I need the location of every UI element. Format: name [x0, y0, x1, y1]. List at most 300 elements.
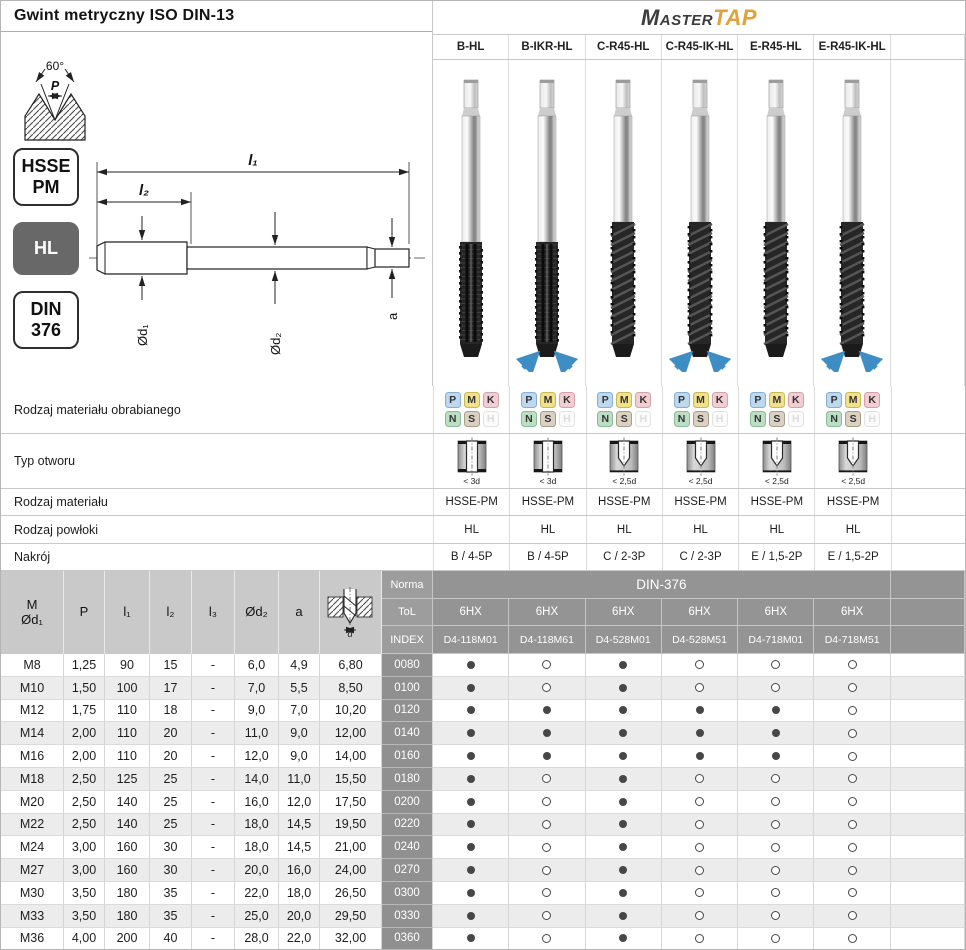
value-cell: 15,50	[320, 768, 382, 791]
available-dot-icon	[696, 706, 704, 714]
index-code-cell: 0330	[382, 905, 433, 928]
availability-cell	[509, 745, 585, 768]
tol-value: 6HX	[509, 599, 585, 626]
material-badge-S: S	[464, 411, 480, 427]
index-value: D4-528M01	[586, 626, 662, 654]
material-badge-M: M	[616, 392, 632, 408]
value-cell: 20,0	[235, 859, 279, 882]
available-dot-icon	[467, 706, 475, 714]
availability-cell	[662, 928, 738, 950]
coating-cell: HL	[509, 516, 585, 543]
product-photo-cell	[509, 60, 585, 386]
material-badge-S: S	[769, 411, 785, 427]
product-photo-cell	[433, 60, 509, 386]
value-cell: 20	[150, 745, 192, 768]
value-cell: -	[192, 745, 235, 768]
unavailable-ring-icon	[771, 683, 780, 692]
chamfer-cell: C / 2-3P	[586, 544, 662, 570]
value-cell: -	[192, 722, 235, 745]
value-cell: 25	[150, 791, 192, 814]
row-empty-cell	[891, 882, 965, 905]
product-column-header: B-IKR-HL	[509, 35, 585, 59]
availability-cell	[814, 859, 890, 882]
value-cell: 9,0	[279, 745, 320, 768]
available-dot-icon	[619, 661, 627, 669]
tap-photo-straight-coolant	[514, 70, 580, 372]
size-cell: M22	[1, 814, 64, 837]
value-cell: -	[192, 928, 235, 950]
available-dot-icon	[543, 752, 551, 760]
value-cell: 24,00	[320, 859, 382, 882]
hole-type	[530, 437, 566, 486]
availability-cell	[814, 905, 890, 928]
value-cell: 160	[105, 859, 150, 882]
machined-material-cell	[814, 386, 890, 433]
logo-row	[433, 1, 965, 34]
availability-cell	[662, 905, 738, 928]
value-cell: 1,75	[64, 700, 105, 723]
spec-label-material: Rodzaj materiału	[14, 495, 108, 509]
value-cell: -	[192, 768, 235, 791]
value-cell: 25	[150, 814, 192, 837]
available-dot-icon	[543, 729, 551, 737]
availability-cell	[814, 768, 890, 791]
unavailable-ring-icon	[695, 660, 704, 669]
available-dot-icon	[619, 934, 627, 942]
availability-cell	[509, 722, 585, 745]
availability-cell	[662, 654, 738, 677]
row-empty-cell	[891, 700, 965, 723]
availability-cell	[738, 745, 814, 768]
value-cell: 26,50	[320, 882, 382, 905]
availability-cell	[814, 700, 890, 723]
machined-material-cell	[509, 386, 585, 433]
coating-cell: HL	[662, 516, 738, 543]
spec-row-machined-material	[1, 386, 965, 434]
unavailable-ring-icon	[542, 820, 551, 829]
availability-cell	[662, 700, 738, 723]
material-badge-H-inactive: H	[864, 411, 880, 427]
product-photo-cell	[814, 60, 890, 386]
col-header-4: l₃	[192, 571, 235, 654]
row-empty-cell	[891, 654, 965, 677]
value-cell: -	[192, 700, 235, 723]
index-code-cell: 0160	[382, 745, 433, 768]
machined-material-cell	[662, 386, 738, 433]
col-header-6: a	[279, 571, 320, 654]
value-cell: 12,0	[279, 791, 320, 814]
tol-value: 6HX	[433, 599, 509, 626]
tap-photo-spiral-coolant	[667, 70, 733, 372]
index-code-cell: 0200	[382, 791, 433, 814]
material-badge-N: N	[521, 411, 537, 427]
material-badge-P: P	[674, 392, 690, 408]
table-row	[1, 882, 965, 905]
table-row	[1, 859, 965, 882]
tap-photo-spiral	[590, 70, 656, 372]
value-cell: 3,50	[64, 905, 105, 928]
hole-type	[683, 437, 719, 486]
unavailable-ring-icon	[695, 888, 704, 897]
chamfer-cell: B / 4-5P	[433, 544, 509, 570]
available-dot-icon	[696, 729, 704, 737]
hole-type-icon-blind	[835, 437, 871, 476]
material-cell: HSSE-PM	[509, 489, 585, 515]
value-cell: 7,0	[279, 700, 320, 723]
available-dot-icon	[467, 912, 475, 920]
availability-cell	[662, 745, 738, 768]
spec-row-material	[1, 489, 965, 516]
index-value: D4-718M51	[814, 626, 890, 654]
value-cell: 90	[105, 654, 150, 677]
unavailable-ring-icon	[542, 797, 551, 806]
availability-cell	[586, 859, 662, 882]
availability-cell	[433, 768, 509, 791]
availability-cell	[738, 814, 814, 837]
tol-value: 6HX	[814, 599, 890, 626]
availability-cell	[738, 654, 814, 677]
unavailable-ring-icon	[848, 774, 857, 783]
material-group-badges	[826, 392, 880, 427]
unavailable-ring-icon	[542, 911, 551, 920]
index-code-cell: 0360	[382, 928, 433, 950]
value-cell: 25,0	[235, 905, 279, 928]
table-row	[1, 814, 965, 837]
value-cell: 15	[150, 654, 192, 677]
tol-label: ToL	[382, 599, 433, 626]
table-row	[1, 928, 965, 950]
spec-label-chamfer: Nakrój	[14, 550, 51, 564]
value-cell: 110	[105, 700, 150, 723]
unavailable-ring-icon	[695, 683, 704, 692]
hole-type-cell-empty	[891, 434, 965, 488]
value-cell: 4,00	[64, 928, 105, 950]
angle-label: 60°	[45, 59, 65, 73]
unavailable-ring-icon	[848, 752, 857, 761]
unavailable-ring-icon	[542, 660, 551, 669]
unavailable-ring-icon	[542, 934, 551, 943]
availability-cell	[586, 745, 662, 768]
value-cell: 2,50	[64, 768, 105, 791]
tol-value: 6HX	[586, 599, 662, 626]
value-cell: 16,0	[235, 791, 279, 814]
availability-cell	[509, 654, 585, 677]
value-cell: 5,5	[279, 677, 320, 700]
material-badge-P: P	[750, 392, 766, 408]
value-cell: 18,0	[235, 814, 279, 837]
availability-cell	[814, 722, 890, 745]
available-dot-icon	[467, 729, 475, 737]
material-badge-K: K	[788, 392, 804, 408]
unavailable-ring-icon	[771, 820, 780, 829]
material-group-badges	[445, 392, 499, 427]
material-group-badges	[674, 392, 728, 427]
material-cell-empty	[891, 489, 965, 515]
row-empty-cell	[891, 722, 965, 745]
availability-cell	[509, 882, 585, 905]
value-cell: 32,00	[320, 928, 382, 950]
availability-cell	[586, 882, 662, 905]
availability-cell	[738, 791, 814, 814]
material-badge-K: K	[864, 392, 880, 408]
row-empty-cell	[891, 791, 965, 814]
value-cell: 2,00	[64, 745, 105, 768]
value-cell: 3,00	[64, 836, 105, 859]
spec-label-hole: Typ otworu	[14, 454, 76, 468]
machined-material-cell	[738, 386, 814, 433]
table-row	[1, 722, 965, 745]
value-cell: 14,00	[320, 745, 382, 768]
unavailable-ring-icon	[771, 797, 780, 806]
value-cell: 6,80	[320, 654, 382, 677]
product-column-header: C-R45-IK-HL	[662, 35, 738, 59]
availability-cell	[509, 928, 585, 950]
material-cell: HSSE-PM	[662, 489, 738, 515]
material-cell: HSSE-PM	[814, 489, 890, 515]
availability-cell	[433, 814, 509, 837]
material-badge-M: M	[540, 392, 556, 408]
availability-cell	[662, 677, 738, 700]
availability-cell	[433, 836, 509, 859]
table-row	[1, 654, 965, 677]
value-cell: 180	[105, 882, 150, 905]
value-cell: 30	[150, 836, 192, 859]
chamfer-cell-empty	[891, 544, 965, 570]
index-empty-cell	[891, 626, 965, 654]
row-empty-cell	[891, 814, 965, 837]
unavailable-ring-icon	[771, 774, 780, 783]
row-empty-cell	[891, 928, 965, 950]
index-value: D4-718M01	[738, 626, 814, 654]
availability-cell	[433, 859, 509, 882]
available-dot-icon	[619, 912, 627, 920]
unavailable-ring-icon	[848, 888, 857, 897]
core-hole-drill-icon	[327, 587, 375, 638]
table-row	[1, 791, 965, 814]
value-cell: 18	[150, 700, 192, 723]
page-title: Gwint metryczny ISO DIN-13	[1, 1, 432, 32]
value-cell: 140	[105, 814, 150, 837]
value-cell: -	[192, 791, 235, 814]
available-dot-icon	[467, 775, 475, 783]
col-header-5: Ød₂	[235, 571, 279, 654]
material-badge-S: S	[693, 411, 709, 427]
brand-logo	[641, 5, 757, 31]
availability-cell	[433, 722, 509, 745]
available-dot-icon	[619, 752, 627, 760]
spec-row-hole-type	[1, 434, 965, 489]
availability-cell	[433, 700, 509, 723]
size-cell: M33	[1, 905, 64, 928]
available-dot-icon	[619, 798, 627, 806]
chamfer-cell: C / 2-3P	[662, 544, 738, 570]
available-dot-icon	[467, 889, 475, 897]
hole-type-cell	[738, 434, 814, 488]
available-dot-icon	[467, 661, 475, 669]
material-badge-P: P	[521, 392, 537, 408]
tap-photo-straight	[438, 70, 504, 372]
availability-cell	[662, 859, 738, 882]
available-dot-icon	[619, 775, 627, 783]
available-dot-icon	[772, 729, 780, 737]
hole-type	[759, 437, 795, 486]
unavailable-ring-icon	[848, 820, 857, 829]
value-cell: 14,0	[235, 768, 279, 791]
unavailable-ring-icon	[848, 934, 857, 943]
product-column-header: B-HL	[433, 35, 509, 59]
availability-cell	[586, 928, 662, 950]
row-empty-cell	[891, 677, 965, 700]
size-cell: M14	[1, 722, 64, 745]
spec-label-machined: Rodzaj materiału obrabianego	[14, 402, 181, 417]
availability-cell	[586, 700, 662, 723]
unavailable-ring-icon	[771, 660, 780, 669]
material-cell: HSSE-PM	[433, 489, 509, 515]
table-row	[1, 700, 965, 723]
top-section	[1, 1, 965, 386]
coating-cell: HL	[814, 516, 890, 543]
unavailable-ring-icon	[542, 866, 551, 875]
material-cell: HSSE-PM	[586, 489, 662, 515]
dim-l1-label: l₁	[248, 152, 258, 169]
product-image-row	[433, 60, 965, 386]
availability-cell	[738, 677, 814, 700]
unavailable-ring-icon	[542, 843, 551, 852]
size-cell: M18	[1, 768, 64, 791]
index-value: D4-528M51	[662, 626, 738, 654]
table-row	[1, 677, 965, 700]
logo-tap-text: TAP	[713, 4, 758, 30]
tap-dimension-drawing	[87, 148, 431, 386]
value-cell: 8,50	[320, 677, 382, 700]
unavailable-ring-icon	[848, 706, 857, 715]
side-badges	[13, 148, 79, 349]
unavailable-ring-icon	[771, 911, 780, 920]
material-badge-N: N	[597, 411, 613, 427]
value-cell: 110	[105, 745, 150, 768]
coating-cell: HL	[586, 516, 662, 543]
hole-type	[835, 437, 871, 486]
table-row	[1, 836, 965, 859]
material-badge-S: S	[616, 411, 632, 427]
tol-empty-cell	[891, 599, 965, 626]
product-header-row	[433, 34, 965, 60]
availability-cell	[509, 768, 585, 791]
material-badge-K: K	[635, 392, 651, 408]
col-header-size: M Ød₁	[1, 571, 64, 654]
unavailable-ring-icon	[695, 934, 704, 943]
availability-cell	[662, 768, 738, 791]
availability-cell	[586, 836, 662, 859]
table-row	[1, 768, 965, 791]
size-table-body	[1, 654, 965, 950]
available-dot-icon	[467, 798, 475, 806]
value-cell: 17,50	[320, 791, 382, 814]
material-badge-H-inactive: H	[635, 411, 651, 427]
coating-cell: HL	[433, 516, 509, 543]
value-cell: 21,00	[320, 836, 382, 859]
index-code-cell: 0080	[382, 654, 433, 677]
material-badge-M: M	[693, 392, 709, 408]
size-cell: M27	[1, 859, 64, 882]
availability-cell	[814, 654, 890, 677]
size-cell: M8	[1, 654, 64, 677]
value-cell: 10,20	[320, 700, 382, 723]
value-cell: 160	[105, 836, 150, 859]
available-dot-icon	[772, 706, 780, 714]
hole-type-icon-through	[454, 437, 490, 476]
value-cell: 110	[105, 722, 150, 745]
hole-depth-label: < 3d	[539, 475, 557, 486]
hole-depth-label: < 2,5d	[688, 475, 713, 486]
coating-cell-empty	[891, 516, 965, 543]
unavailable-ring-icon	[848, 729, 857, 738]
product-photo-cell	[586, 60, 662, 386]
value-cell: 125	[105, 768, 150, 791]
availability-cell	[586, 677, 662, 700]
available-dot-icon	[467, 820, 475, 828]
product-column-header-empty	[891, 35, 965, 59]
product-column-header: C-R45-HL	[586, 35, 662, 59]
table-row	[1, 745, 965, 768]
material-group-badges	[750, 392, 804, 427]
value-cell: -	[192, 654, 235, 677]
available-dot-icon	[619, 889, 627, 897]
side-badge-hl: HL	[13, 222, 79, 275]
index-code-cell: 0100	[382, 677, 433, 700]
material-badge-N: N	[674, 411, 690, 427]
availability-cell	[586, 722, 662, 745]
size-cell: M24	[1, 836, 64, 859]
value-cell: 1,25	[64, 654, 105, 677]
unavailable-ring-icon	[695, 797, 704, 806]
col-header-2: l₁	[105, 571, 150, 654]
spec-row-chamfer	[1, 544, 965, 571]
availability-cell	[814, 882, 890, 905]
value-cell: 20,0	[279, 905, 320, 928]
value-cell: 100	[105, 677, 150, 700]
available-dot-icon	[467, 752, 475, 760]
material-badge-P: P	[445, 392, 461, 408]
dim-a-label: a	[385, 312, 400, 320]
norma-empty-cell	[891, 571, 965, 599]
value-cell: 3,00	[64, 859, 105, 882]
available-dot-icon	[619, 866, 627, 874]
availability-cell	[433, 745, 509, 768]
available-dot-icon	[619, 843, 627, 851]
material-group-badges	[521, 392, 575, 427]
index-code-cell: 0120	[382, 700, 433, 723]
dim-d1-label: Ød₁	[135, 324, 150, 346]
value-cell: 35	[150, 905, 192, 928]
unavailable-ring-icon	[848, 797, 857, 806]
material-group-badges	[597, 392, 651, 427]
product-column-header: E-R45-HL	[738, 35, 814, 59]
chamfer-cell: E / 1,5-2P	[738, 544, 814, 570]
value-cell: 2,00	[64, 722, 105, 745]
availability-cell	[738, 722, 814, 745]
value-cell: 14,5	[279, 836, 320, 859]
hole-depth-label: < 3d	[463, 475, 481, 486]
availability-cell	[586, 768, 662, 791]
size-table-header	[1, 571, 965, 654]
value-cell: 9,0	[235, 700, 279, 723]
hole-type-icon-blind	[759, 437, 795, 476]
material-badge-H-inactive: H	[712, 411, 728, 427]
material-badge-N: N	[826, 411, 842, 427]
product-column-header: E-R45-IK-HL	[814, 35, 890, 59]
availability-cell	[433, 677, 509, 700]
